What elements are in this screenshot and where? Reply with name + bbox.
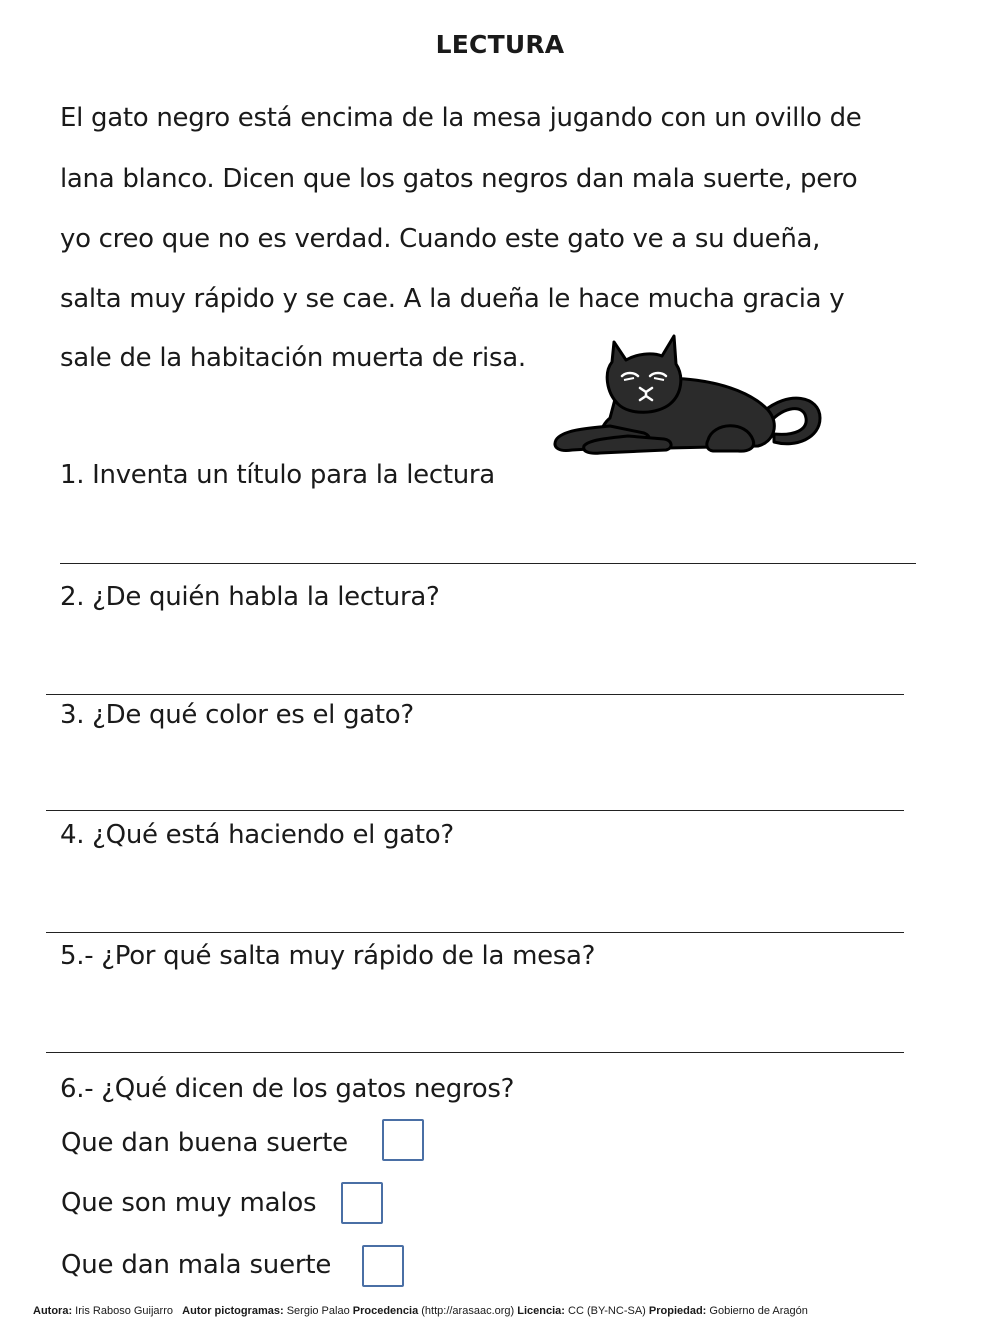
question-6: 6.- ¿Qué dicen de los gatos negros? [60, 1074, 515, 1104]
answer-line-5[interactable] [46, 1052, 904, 1053]
question-4: 4. ¿Qué está haciendo el gato? [60, 820, 454, 850]
reading-line: lana blanco. Dicen que los gatos negros dan mala suerte, pero [60, 164, 858, 194]
checkbox-mala-suerte[interactable] [362, 1245, 404, 1287]
footer-pictos-label: Autor pictogramas: [182, 1305, 284, 1317]
option-mala-suerte-label: Que dan mala suerte [61, 1250, 332, 1280]
reading-line: salta muy rápido y se cae. A la dueña le hace mucha gracia y [60, 284, 845, 314]
credits-footer [33, 1305, 808, 1317]
answer-line-2[interactable] [46, 694, 904, 695]
footer-procedencia: (http://arasaac.org) [421, 1305, 515, 1317]
page-title: LECTURA [435, 30, 565, 59]
footer-licencia-label: Licencia: [517, 1305, 565, 1317]
option-muy-malos-label: Que son muy malos [61, 1188, 317, 1218]
question-5: 5.- ¿Por qué salta muy rápido de la mesa? [60, 941, 596, 971]
answer-line-3[interactable] [46, 810, 904, 811]
footer-procedencia-label: Procedencia [352, 1305, 419, 1317]
footer-propiedad-label: Propiedad: [648, 1305, 707, 1317]
question-2: 2. ¿De quién habla la lectura? [60, 582, 440, 612]
reading-line: El gato negro está encima de la mesa jugando con un ovillo de [60, 103, 862, 133]
reading-line: yo creo que no es verdad. Cuando este gato ve a su dueña, [60, 224, 821, 254]
checkbox-buena-suerte[interactable] [382, 1119, 424, 1161]
option-buena-suerte-label: Que dan buena suerte [61, 1128, 348, 1158]
checkbox-muy-malos[interactable] [341, 1182, 383, 1224]
footer-autora: Iris Raboso Guijarro [75, 1305, 173, 1317]
answer-line-4[interactable] [46, 932, 904, 933]
black-cat-icon [548, 330, 828, 464]
footer-autora-label: Autora: [33, 1305, 73, 1317]
footer-licencia: CC (BY-NC-SA) [568, 1305, 646, 1317]
footer-propiedad: Gobierno de Aragón [709, 1305, 808, 1317]
reading-line: sale de la habitación muerta de risa. [60, 343, 526, 373]
footer-pictos: Sergio Palao [286, 1305, 350, 1317]
question-1: 1. Inventa un título para la lectura [60, 460, 495, 490]
question-3: 3. ¿De qué color es el gato? [60, 700, 414, 730]
answer-line-1[interactable] [60, 563, 916, 564]
